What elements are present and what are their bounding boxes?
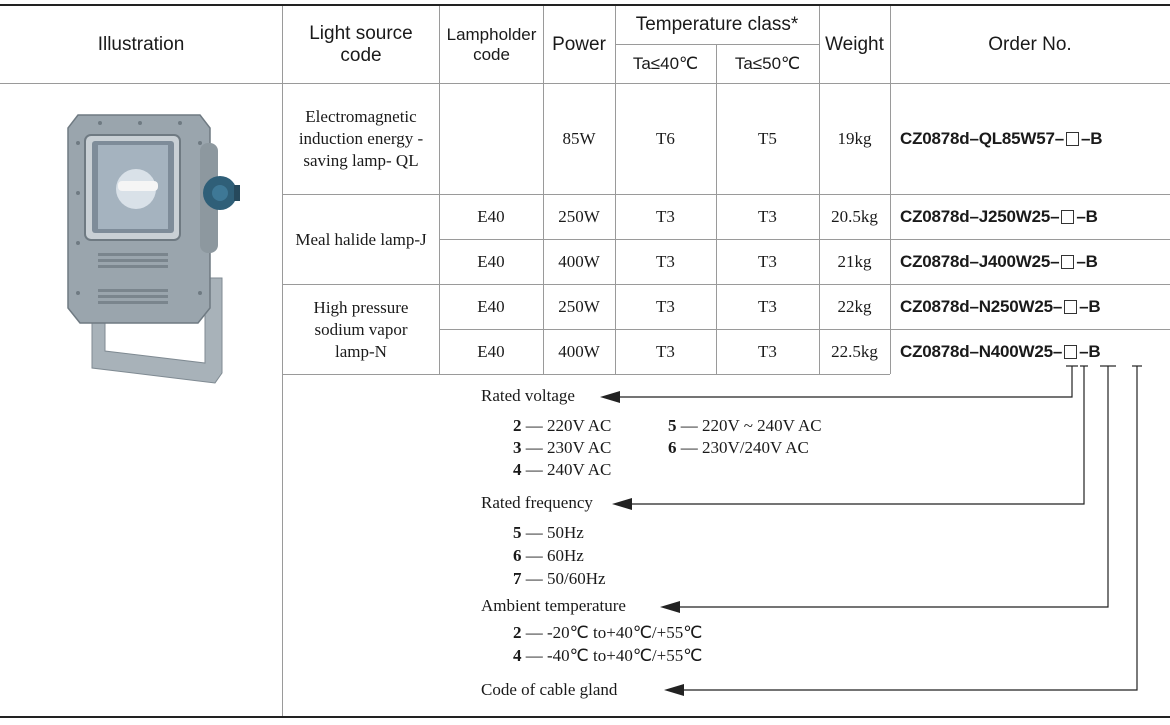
- legend-item: 5 — 50Hz: [513, 523, 584, 542]
- legend-item: 4 — -40℃ to+40℃/+55℃: [513, 646, 703, 665]
- row-power: 250W: [558, 207, 600, 226]
- cable-gland-title: Code of cable gland: [481, 680, 618, 699]
- order-suffix: –B: [1079, 297, 1101, 316]
- row-ta40: T3: [656, 342, 675, 361]
- header-temperature-class: Temperature class*: [635, 14, 799, 35]
- order-prefix: CZ0878d–QL85W57–: [900, 129, 1065, 148]
- row-lampholder: E40: [477, 207, 505, 226]
- row-ta50: T3: [758, 342, 777, 361]
- row-ta50: T3: [758, 252, 777, 271]
- order-prefix: CZ0878d–J250W25–: [900, 207, 1060, 226]
- legend-item: 7 — 50/60Hz: [513, 569, 606, 588]
- row-power: 250W: [558, 297, 600, 316]
- legend-item: 3 — 230V AC: [513, 438, 612, 457]
- order-suffix: –B: [1079, 342, 1101, 361]
- header-order-no: Order No.: [988, 33, 1072, 55]
- row-light-source: Meal halide lamp-J: [295, 229, 427, 249]
- row-weight: 21kg: [837, 252, 872, 271]
- legend-item: 2 — -20℃ to+40℃/+55℃: [513, 623, 703, 642]
- header-power: Power: [552, 33, 606, 55]
- rated-voltage-title: Rated voltage: [481, 386, 575, 405]
- header-light-source: Light source code: [309, 22, 413, 66]
- row-power: 400W: [558, 252, 600, 271]
- row-light-source: Electromagnetic induction energy -saving lamp- QL: [298, 107, 424, 170]
- header-ta40: Ta≤40℃: [632, 53, 699, 73]
- legend-item: 4 — 240V AC: [513, 460, 612, 479]
- header-lampholder: Lampholder code: [446, 24, 537, 64]
- order-prefix: CZ0878d–J400W25–: [900, 252, 1060, 271]
- row-power: 85W: [562, 129, 596, 148]
- row-ta50: T5: [758, 129, 777, 148]
- row-weight: 20.5kg: [831, 207, 878, 226]
- row-ta40: T6: [656, 129, 675, 148]
- row-ta50: T3: [758, 207, 777, 226]
- order-prefix: CZ0878d–N400W25–: [900, 342, 1063, 361]
- row-ta40: T3: [656, 252, 675, 271]
- order-suffix: –B: [1076, 207, 1098, 226]
- row-ta40: T3: [656, 207, 675, 226]
- rated-frequency-title: Rated frequency: [481, 493, 593, 512]
- row-power: 400W: [558, 342, 600, 361]
- header-illustration: Illustration: [97, 33, 185, 55]
- legend-item: 2 — 220V AC: [513, 416, 612, 435]
- legend-item: 6 — 60Hz: [513, 546, 584, 565]
- order-prefix: CZ0878d–N250W25–: [900, 297, 1063, 316]
- row-lampholder: E40: [477, 252, 505, 271]
- row-lampholder: E40: [477, 342, 505, 361]
- row-light-source: High pressure sodium vapor lamp-N: [313, 297, 409, 361]
- order-suffix: –B: [1081, 129, 1103, 148]
- order-suffix: –B: [1076, 252, 1098, 271]
- legend-item: 6 — 230V/240V AC: [668, 438, 809, 457]
- row-ta40: T3: [656, 297, 675, 316]
- legend-item: 5 — 220V ~ 240V AC: [668, 416, 822, 435]
- header-weight: Weight: [825, 33, 884, 55]
- row-weight: 22kg: [837, 297, 872, 316]
- row-ta50: T3: [758, 297, 777, 316]
- row-lampholder: E40: [477, 297, 505, 316]
- row-weight: 22.5kg: [831, 342, 878, 361]
- header-ta50: Ta≤50℃: [734, 53, 801, 73]
- ambient-temperature-title: Ambient temperature: [481, 596, 626, 615]
- row-weight: 19kg: [837, 129, 872, 148]
